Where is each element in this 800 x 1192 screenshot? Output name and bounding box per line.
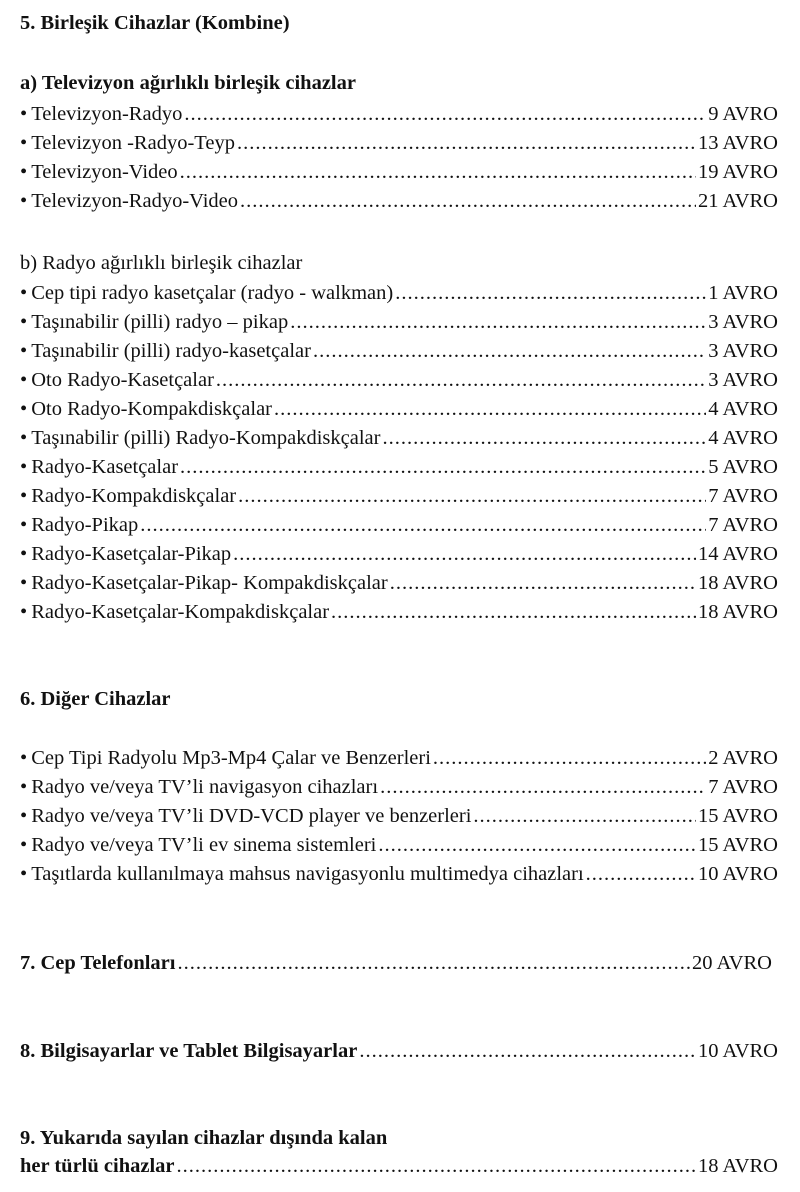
dot-leader [331,599,696,625]
dot-leader [180,454,706,480]
list-item [20,570,778,596]
bullet: • [20,103,28,125]
item-label: Radyo-Kompakdiskçalar [31,485,237,507]
item-label: Radyo-Kasetçalar-Pikap [31,543,232,565]
section-9-title: 9. Yukarıda sayılan cihazlar dışında kalan [20,1127,388,1149]
bullet: • [20,514,28,536]
item-label: Radyo-Kasetçalar-Kompakdiskçalar [31,601,330,623]
item-label: Cep tipi radyo kasetçalar (radyo - walkman) [31,282,394,304]
dot-leader [233,541,696,567]
bullet: • [20,456,28,478]
item-price: 21 AVRO [698,190,778,212]
item-label: Televizyon-Video [31,161,178,183]
bullet: • [20,776,28,798]
bullet: • [20,398,28,420]
item-price: 10 AVRO [698,863,778,885]
list-item [20,483,778,509]
list-item [20,130,778,156]
dot-leader [433,745,706,771]
list-item [20,396,778,422]
dot-leader [177,950,690,976]
bullet: • [20,543,28,565]
item-label: Televizyon-Radyo-Video [31,190,239,212]
item-price: 19 AVRO [698,161,778,183]
item-label: Radyo-Pikap [31,514,139,536]
bullet: • [20,427,28,449]
item-price: 3 AVRO [708,369,778,391]
item-price: 14 AVRO [698,543,778,565]
dot-leader [382,425,706,451]
item-price: 3 AVRO [708,311,778,333]
item-price: 15 AVRO [698,834,778,856]
item-price: 1 AVRO [708,282,778,304]
bullet: • [20,161,28,183]
item-label: Cep Tipi Radyolu Mp3-Mp4 Çalar ve Benzerleri [31,747,431,769]
item-price: 5 AVRO [708,456,778,478]
dot-leader [237,130,696,156]
list-item [20,188,778,214]
dot-leader [180,159,696,185]
bullet: • [20,485,28,507]
dot-leader [378,832,696,858]
dot-leader [390,570,696,596]
list-item [20,541,778,567]
bullet: • [20,747,28,769]
item-label: Taşınabilir (pilli) Radyo-Kompakdiskçalar [31,427,381,449]
section-7-title: 7. Cep Telefonları [20,952,176,974]
list-item [20,599,778,625]
bullet: • [20,805,28,827]
section-8-title: 8. Bilgisayarlar ve Tablet Bilgisayarlar [20,1040,358,1062]
section-7-line [20,950,772,976]
item-label: Taşınabilir (pilli) radyo – pikap [31,311,289,333]
item-label: Oto Radyo-Kompakdiskçalar [31,398,273,420]
dot-leader [184,101,706,127]
list-item [20,861,778,887]
dot-leader [240,188,696,214]
item-price: 3 AVRO [708,340,778,362]
item-price: 18 AVRO [698,572,778,594]
dot-leader [177,1153,697,1179]
dot-leader [380,774,706,800]
section-6-title: 6. Diğer Cihazlar [20,688,171,710]
item-label: Televizyon -Radyo-Teyp [31,132,235,154]
item-price: 15 AVRO [698,805,778,827]
bullet: • [20,340,28,362]
list-item [20,454,778,480]
item-label: Radyo-Kasetçalar [31,456,179,478]
section-5a-title: a) Televizyon ağırlıklı birleşik cihazlar [20,72,356,94]
list-item [20,280,778,306]
dot-leader [359,1038,696,1064]
bullet: • [20,190,28,212]
bullet: • [20,282,28,304]
dot-leader [290,309,706,335]
item-price: 18 AVRO [698,601,778,623]
bullet: • [20,311,28,333]
dot-leader [473,803,696,829]
list-item [20,367,778,393]
list-item [20,512,778,538]
dot-leader [238,483,706,509]
section-8-line [20,1038,778,1064]
list-item [20,159,778,185]
dot-leader [274,396,706,422]
bullet: • [20,132,28,154]
item-price: 13 AVRO [698,132,778,154]
item-price: 4 AVRO [708,398,778,420]
list-item [20,101,778,127]
bullet: • [20,369,28,391]
section-5b-title: b) Radyo ağırlıklı birleşik cihazlar [20,252,303,274]
item-label: Taşınabilir (pilli) radyo-kasetçalar [31,340,311,362]
section-7-price: 20 AVRO [692,952,772,974]
item-price: 2 AVRO [708,747,778,769]
item-price: 9 AVRO [708,103,778,125]
section-5-title: 5. Birleşik Cihazlar (Kombine) [20,12,290,34]
dot-leader [586,861,696,887]
item-price: 7 AVRO [708,514,778,536]
bullet: • [20,863,28,885]
item-label: Radyo ve/veya TV’li navigasyon cihazları [31,776,379,798]
list-item [20,832,778,858]
bullet: • [20,834,28,856]
item-label: Radyo-Kasetçalar-Pikap- Kompakdiskçalar [31,572,388,594]
item-label: Televizyon-Radyo [31,103,183,125]
dot-leader [140,512,706,538]
bullet: • [20,572,28,594]
list-item [20,774,778,800]
item-label: Oto Radyo-Kasetçalar [31,369,214,391]
section-8-price: 10 AVRO [698,1040,778,1062]
list-item [20,338,778,364]
dot-leader [216,367,706,393]
list-item [20,745,778,771]
item-label: Taşıtlarda kullanılmaya mahsus navigasyonlu multimedya cihazları [31,863,584,885]
bullet: • [20,601,28,623]
section-9-line [20,1153,778,1179]
dot-leader [313,338,706,364]
item-price: 4 AVRO [708,427,778,449]
list-item [20,803,778,829]
section-9-label: her türlü cihazlar [20,1155,175,1177]
list-item [20,309,778,335]
item-price: 7 AVRO [708,485,778,507]
item-price: 7 AVRO [708,776,778,798]
dot-leader [395,280,706,306]
list-item [20,425,778,451]
item-label: Radyo ve/veya TV’li ev sinema sistemleri [31,834,377,856]
item-label: Radyo ve/veya TV’li DVD-VCD player ve benzerleri [31,805,472,827]
section-9-price: 18 AVRO [698,1155,778,1177]
